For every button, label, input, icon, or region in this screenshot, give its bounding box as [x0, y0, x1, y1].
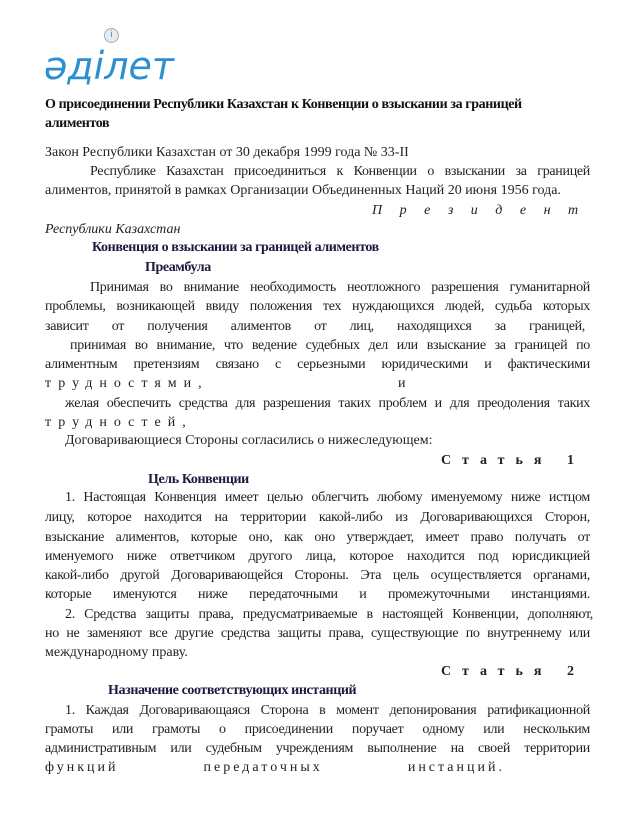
preamble-line: проблемы, возникающей ввиду положения тех нуждающихся людей, судьба которых: [45, 299, 590, 314]
decree-text: Республике Казахстан присоединиться к Конвенции о взыскании за границей: [90, 164, 590, 179]
article-1-title: Цель Конвенции: [148, 472, 249, 487]
preamble-line: зависит от получения алиментов от лиц, находящихся за границей,: [45, 319, 585, 334]
article-1-line: 2. Средства защиты права, предусматриваемые в настоящей Конвенции, дополняют,: [65, 607, 593, 622]
preamble-line: принимая во внимание, что ведение судебных дел или взыскание за границей по: [70, 338, 590, 353]
article-2-line: 1. Каждая Договаривающаяся Сторона в момент депонирования ратификационной: [65, 703, 590, 718]
article-2-label: Статья 2: [441, 664, 585, 679]
preamble-line: и: [398, 376, 406, 391]
preamble-line: алиментным претензиям связано с серьезными юридическими и фактическими: [45, 357, 590, 372]
law-reference: Закон Республики Казахстан от 30 декабря 1999 года № 33-II: [45, 145, 409, 160]
article-2-title: Назначение соответствующих инстанций: [108, 683, 357, 698]
preamble-line: Принимая во внимание необходимость неотложного разрешения гуманитарной: [90, 280, 590, 295]
article-2-line: грамоты или грамоты о присоединении поручает одному или нескольким: [45, 722, 590, 737]
article-1-line: какой-либо другой Договаривающейся Стороны. Эта цель осуществляется органами,: [45, 568, 590, 583]
preamble-line: желая обеспечить средства для разрешения таких проблем и для преодоления таких: [65, 396, 590, 411]
article-1-label: Статья 1: [441, 453, 585, 468]
article-2-line: административным или судебным учреждениям выполнение на своей территории: [45, 741, 590, 756]
preamble-line: трудностей,: [45, 415, 193, 430]
info-icon: i: [104, 28, 119, 43]
article-1-line: международному праву.: [45, 645, 188, 660]
adilet-logo[interactable]: [44, 46, 174, 86]
article-1-line: взыскание алиментов, которые оно, как оно утверждает, имеет право получать от: [45, 530, 590, 545]
document-title-cont: алиментов: [45, 116, 110, 131]
article-2-line: функций передаточных инстанций.: [45, 760, 505, 775]
convention-title: Конвенция о взыскании за границей алиментов: [92, 240, 379, 255]
article-1-line: 1. Настоящая Конвенция имеет целью облегчить любому именуемому ниже истцом: [65, 490, 590, 505]
article-1-line: но не заменяют все другие средства защиты права, существующие по внутреннему или: [45, 626, 590, 641]
preamble-title: Преамбула: [145, 260, 211, 275]
article-1-line: именуемого ниже ответчиком другого лица, которое находится под юрисдикцией: [45, 549, 590, 564]
preamble-line: трудностями,: [45, 376, 209, 391]
signature-president: П р е з и д е н т: [372, 203, 586, 218]
article-1-line: которые именуются ниже передаточными и промежуточными инстанциями.: [45, 587, 590, 602]
article-1-line: лицу, которое находится на территории какой-либо из Договаривающихся Сторон,: [45, 510, 590, 525]
document-title: О присоединении Республики Казахстан к Конвенции о взыскании за границей: [45, 97, 522, 112]
logo-text: әділет: [44, 44, 175, 88]
decree-text: алиментов, принятой в рамках Организации Объединенных Наций 20 июня 1956 года.: [45, 183, 561, 198]
signature-republic: Республики Казахстан: [45, 222, 181, 237]
preamble-line: Договаривающиеся Стороны согласились о нижеследующем:: [65, 433, 433, 448]
